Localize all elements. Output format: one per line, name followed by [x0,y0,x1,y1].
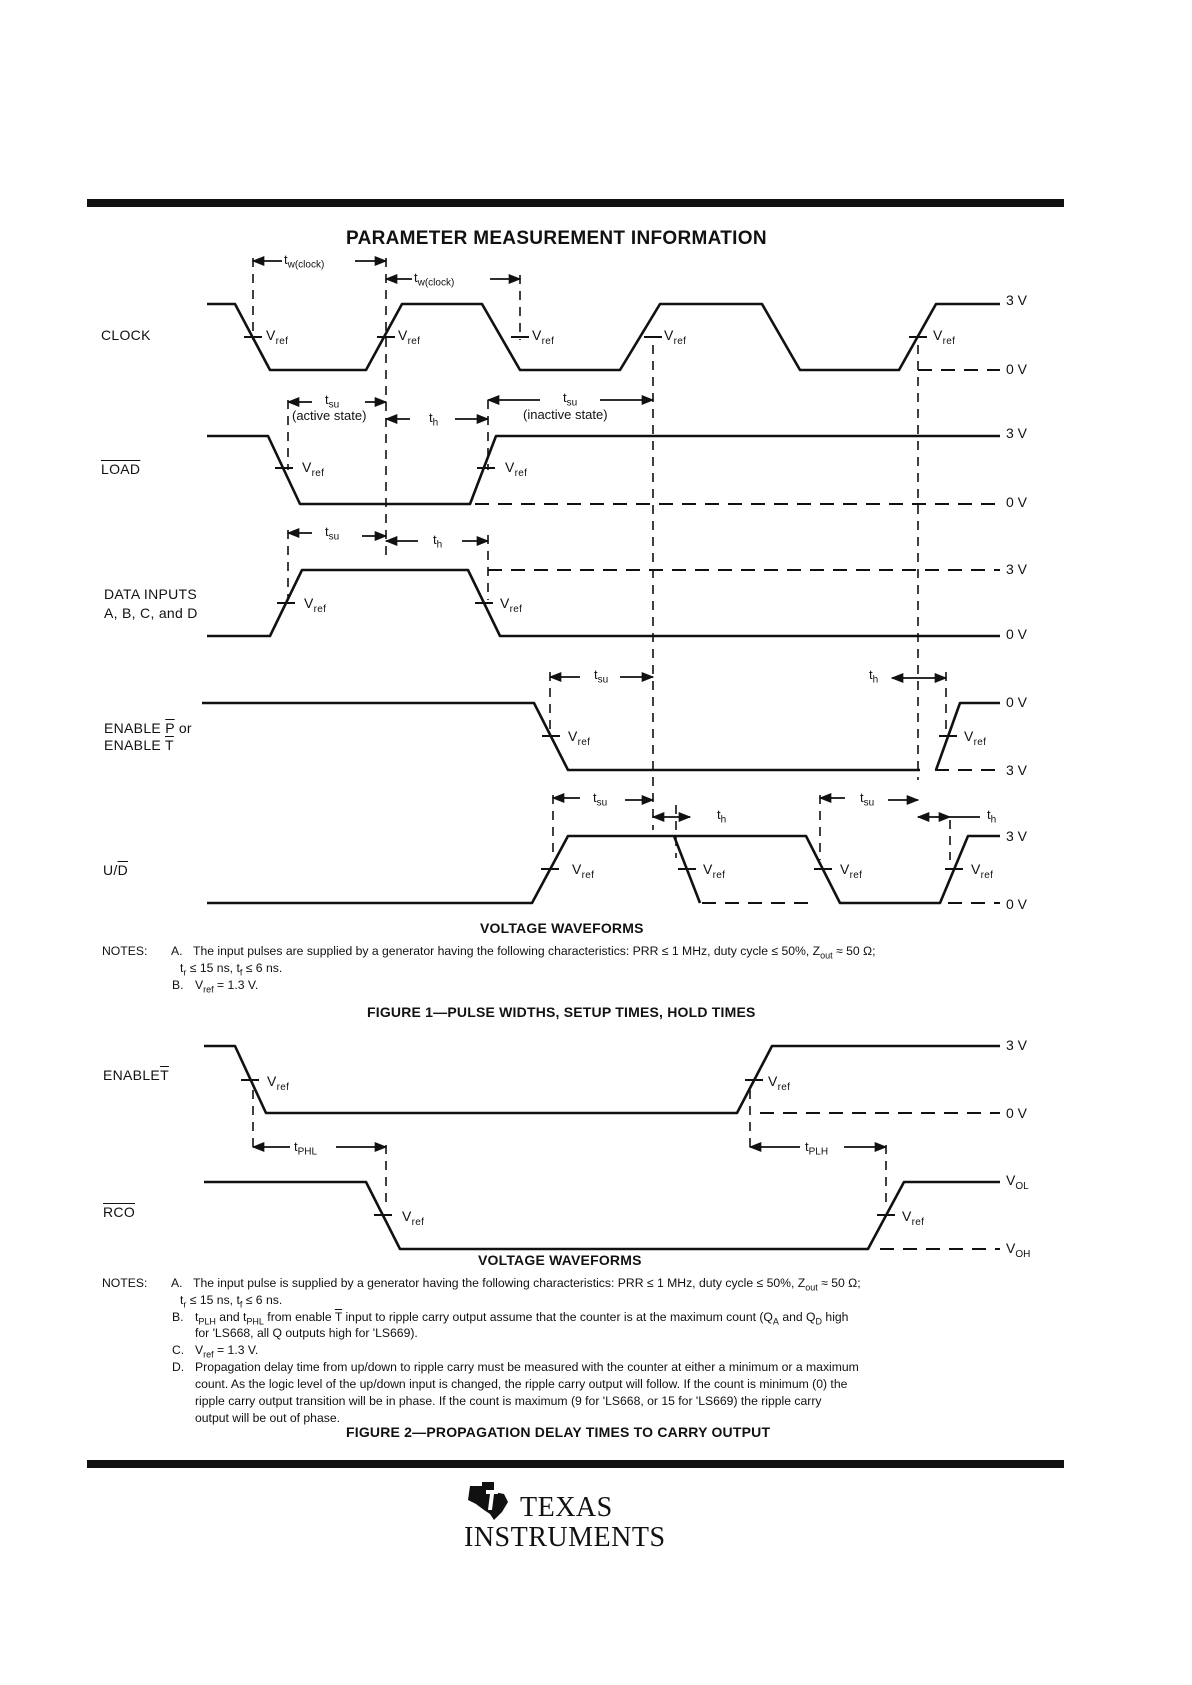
note-b-label: B. [172,978,184,992]
note-c-line: $V_{ref} = 1.3$ V. [195,1343,259,1360]
note-c-label: C. [172,1343,185,1357]
note-a-label: A. [171,944,183,958]
up-down-label: $U/\overline{D}$ [103,862,129,878]
tsu-label: $t_{su}$ [593,790,608,809]
note-a-line1: The input pulses are supplied by a generator having the following characteristics: PRR ≤ 1 MHz, duty cycle ≤ 50%, $Z_{out} \approx 50$ Ω; [193,944,876,961]
notes-label: NOTES: [102,1276,148,1290]
tsu-label: $t_{su}$ [563,390,578,409]
vref-label: $V_{ref}$ [768,1073,791,1093]
th-label: $t_h$ [433,532,443,551]
vref-label: $V_{ref}$ [266,327,289,347]
figure1-caption: FIGURE 1—PULSE WIDTHS, SETUP TIMES, HOLD TIMES [367,1004,756,1020]
load-waveform [207,436,1000,504]
rco-voh-label: $V_{OH}$ [1006,1240,1031,1260]
note-d-line3: ripple carry output transition will be in phase. If the count is maximum (9 for 'LS668, or 15 for 'LS669) the ripple carry [195,1394,822,1408]
enable-waveform [202,703,920,770]
vref-label: $V_{ref}$ [398,327,421,347]
th-label: $t_h$ [429,410,439,429]
texas-instruments-logo [462,1482,672,1553]
data-0v-rail-label: 0 V [1006,626,1028,642]
th-label: $t_h$ [869,667,879,686]
vref-label: $V_{ref}$ [505,459,528,479]
data-inputs-label: DATA INPUTS [104,586,198,602]
tsu-label: $t_{su}$ [860,790,875,809]
data-3v-rail-label: 3 V [1006,561,1028,577]
data-inputs-sub-label: A, B, C, and D [104,605,198,621]
tsu-label: $t_{su}$ [594,667,609,686]
note-d-line4: output will be out of phase. [195,1411,340,1425]
vref-label: $V_{ref}$ [568,728,591,748]
note-a-line2: $t_r \le 15$ ns, $t_f \le 6$ ns. [180,1293,283,1310]
enable-t-fig2-label: $ENABLE\overline{T}$ [103,1067,169,1083]
enable-0v-rail-label: 0 V [1006,694,1028,710]
ti-state-logo-icon [464,1482,520,1522]
tsu-label: $t_{su}$ [325,524,340,543]
vref-label: $V_{ref}$ [302,459,325,479]
vref-label: $V_{ref}$ [402,1208,425,1228]
enable-t-label: ENABLE $\overline{T}$ [104,737,174,753]
tw-clock-label: $t_{w(clock)}$ [284,252,325,271]
up-down-3v-rail-label: 3 V [1006,828,1028,844]
note-b-line: $V_{ref} = 1.3$ V. [195,978,259,995]
note-b-label: B. [172,1310,184,1324]
clock-waveform [207,304,1000,370]
vref-label: $V_{ref}$ [964,728,987,748]
voltage-waveforms-caption: VOLTAGE WAVEFORMS [478,1252,642,1268]
vref-label: $V_{ref}$ [304,595,327,615]
vref-label: $V_{ref}$ [840,861,863,881]
load-signal-label: LOAD [101,461,141,477]
clock-signal-label: CLOCK [101,327,151,343]
vref-label: $V_{ref}$ [971,861,994,881]
load-3v-rail-label: 3 V [1006,425,1028,441]
vref-label: $V_{ref}$ [664,327,687,347]
vref-label: $V_{ref}$ [500,595,523,615]
vref-label: $V_{ref}$ [267,1073,290,1093]
tw-clock-label: $t_{w(clock)}$ [414,270,455,289]
enable-t-fig2-waveform [204,1046,1000,1113]
vref-label: $V_{ref}$ [703,861,726,881]
enable-3v-rail-label: 3 V [1006,762,1028,778]
up-down-waveform [207,836,1000,903]
th-label: $t_h$ [987,807,997,826]
vref-label: $V_{ref}$ [572,861,595,881]
bottom-rule [87,1460,1064,1468]
page-title: PARAMETER MEASUREMENT INFORMATION [346,228,767,249]
fig2-enable-0v-label: 0 V [1006,1105,1028,1121]
load-0v-rail-label: 0 V [1006,494,1028,510]
voltage-waveforms-caption: VOLTAGE WAVEFORMS [480,920,644,936]
th-label: $t_h$ [717,807,727,826]
tsu-label: $t_{su}$ [325,392,340,411]
note-a-line2: $t_r \le 15$ ns, $t_f \le 6$ ns. [180,961,283,978]
fig2-enable-3v-label: 3 V [1006,1037,1028,1053]
note-a-line1: The input pulse is supplied by a generator having the following characteristics: PRR ≤ 1 MHz, duty cycle ≤ 50%, $Z_{out} \approx 50$ Ω; [193,1276,861,1293]
inactive-state-label: (inactive state) [523,407,608,422]
note-d-line1: Propagation delay time from up/down to ripple carry must be measured with the counter at either a minimum or a maximum [195,1360,859,1374]
clock-3v-rail-label: 3 V [1006,292,1028,308]
tphl-label: $t_{PHL}$ [294,1139,318,1158]
active-state-label: (active state) [292,408,367,423]
enable-p-label: ENABLE $\overline{P}$ or [104,720,192,736]
logo-word-texas: TEXAS [520,1492,613,1523]
note-d-line2: count. As the logic level of the up/down input is changed, the ripple carry output will follow. If the count is minimum (0) the [195,1377,848,1391]
logo-word-instruments: INSTRUMENTS [464,1522,666,1553]
vref-label: $V_{ref}$ [902,1208,925,1228]
notes-label: NOTES: [102,944,148,958]
figure2-caption: FIGURE 2—PROPAGATION DELAY TIMES TO CARRY OUTPUT [346,1424,771,1440]
up-down-0v-rail-label: 0 V [1006,896,1028,912]
vref-label: $V_{ref}$ [532,327,555,347]
rco-vol-label: $V_{OL}$ [1006,1172,1029,1192]
vref-label: $V_{ref}$ [933,327,956,347]
clock-0v-rail-label: 0 V [1006,361,1028,377]
note-b-line2: for 'LS668, all Q outputs high for 'LS669). [195,1326,418,1340]
tplh-label: $t_{PLH}$ [805,1139,829,1158]
note-b-line1: $t_{PLH}$ and $t_{PHL}$ from enable $\overline{T}$ input to ripple carry output assume that the counter is at the maximum count ($Q_A$ and $Q_D$ high [195,1310,849,1327]
note-a-label: A. [171,1276,183,1290]
rco-signal-label: $\overline{RCO}$ [103,1204,136,1220]
note-d-label: D. [172,1360,185,1374]
